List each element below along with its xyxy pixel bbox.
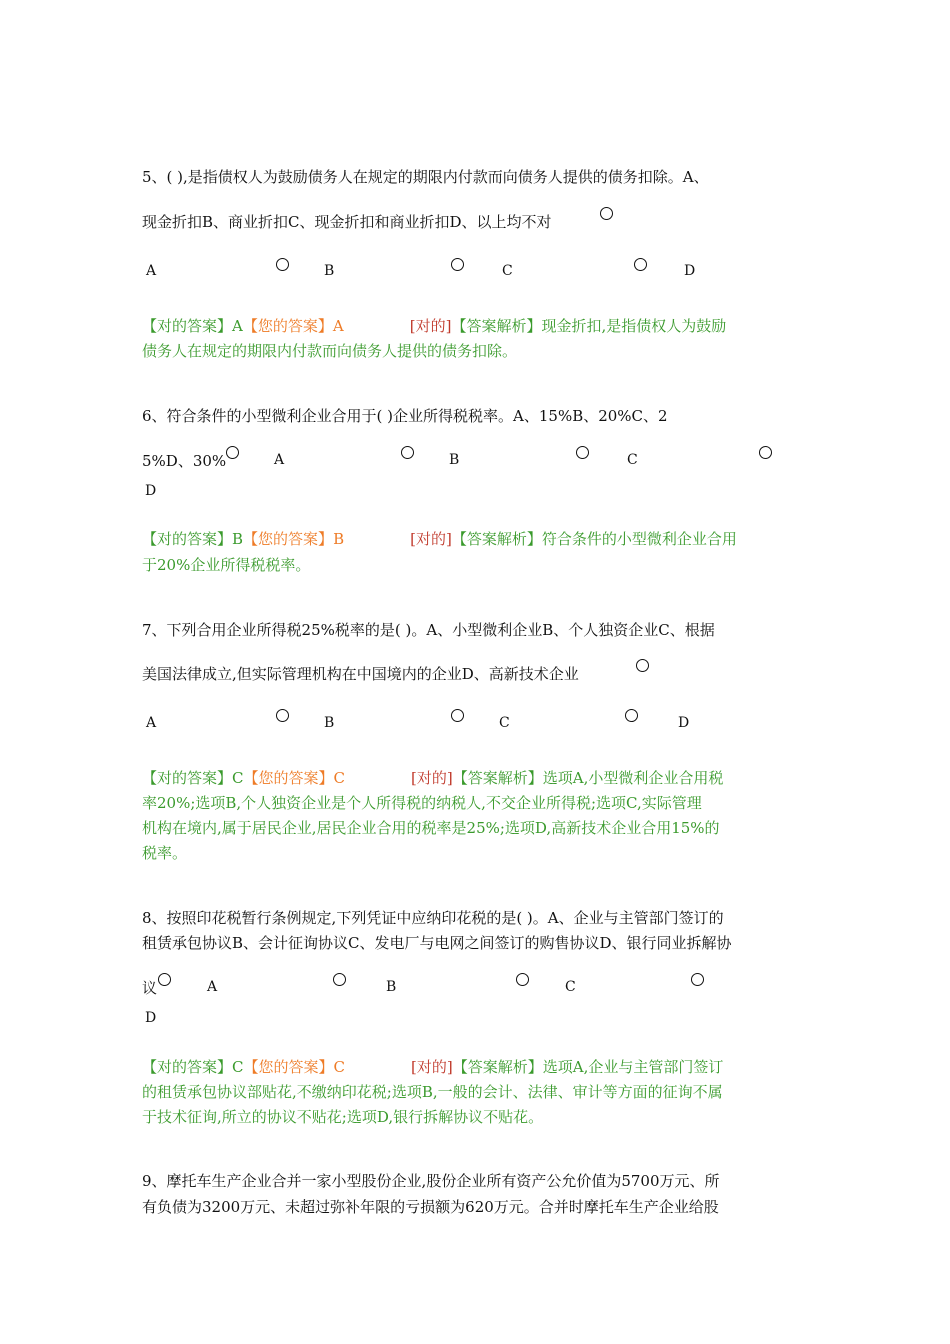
q7-text-line1: 7、下列合用企业所得税25%税率的是( )。A、小型微利企业B、个人独资企业C、根据 (142, 621, 715, 639)
q5-text-line1: 5、( ),是指债权人为鼓励债务人在规定的期限内付款而向债务人提供的债务扣除。A、 (142, 168, 709, 186)
radio-button-icon[interactable] (158, 973, 171, 986)
radio-button-icon[interactable] (600, 207, 613, 220)
q7-option-a: A (146, 715, 157, 731)
q6-option-c: C (627, 452, 638, 468)
q6-answer-line1: 【对的答案】B【您的答案】B [对的]【答案解析】符合条件的小型微利企业合用 (142, 530, 737, 548)
q7-option-b: B (324, 715, 335, 731)
q7-analysis-line3: 机构在境内,属于居民企业,居民企业合用的税率是25%;选项D,高新技术企业合用15%的 (142, 819, 720, 837)
q7-option-c: C (499, 715, 510, 731)
q8-text-line1: 8、按照印花税暂行条例规定,下列凭证中应纳印花税的是( )。A、企业与主管部门签订的 (142, 909, 724, 927)
radio-button-icon[interactable] (226, 446, 239, 459)
q5-option-c: C (502, 263, 513, 279)
q7-answer-line1: 【对的答案】C【您的答案】C [对的]【答案解析】选项A,小型微利企业合用税 (142, 769, 724, 787)
q5-option-d: D (684, 263, 696, 279)
radio-button-icon[interactable] (634, 258, 647, 271)
radio-button-icon[interactable] (276, 258, 289, 271)
q5-analysis-line2: 债务人在规定的期限内付款而向债务人提供的债务扣除。 (142, 342, 518, 360)
q6-analysis-line2: 于20%企业所得税税率。 (142, 556, 311, 574)
q6-text-line2: 5%D、30% (142, 452, 227, 470)
q9-text-line1: 9、摩托车生产企业合并一家小型股份企业,股份企业所有资产公允价值为5700万元、所 (142, 1172, 720, 1190)
q6-option-d: D (145, 483, 157, 499)
q8-analysis-line3: 于技术征询,所立的协议不贴花;选项D,银行拆解协议不贴花。 (142, 1108, 544, 1126)
q8-text-line2: 租赁承包协议B、会计征询协议C、发电厂与电网之间签订的购售协议D、银行同业拆解协 (142, 934, 732, 952)
q8-option-b: B (386, 979, 397, 995)
radio-button-icon[interactable] (401, 446, 414, 459)
radio-button-icon[interactable] (276, 709, 289, 722)
q9-text-line2: 有负债为3200万元、未超过弥补年限的亏损额为620万元。合并时摩托车生产企业给股 (142, 1198, 719, 1216)
q5-option-a: A (146, 263, 157, 279)
radio-button-icon[interactable] (576, 446, 589, 459)
radio-button-icon[interactable] (333, 973, 346, 986)
q5-text-line2: 现金折扣B、商业折扣C、现金折扣和商业折扣D、以上均不对 (142, 213, 552, 231)
radio-button-icon[interactable] (451, 709, 464, 722)
radio-button-icon[interactable] (636, 659, 649, 672)
radio-button-icon[interactable] (759, 446, 772, 459)
q5-answer-line1: 【对的答案】A【您的答案】A [对的]【答案解析】现金折扣,是指债权人为鼓励 (142, 317, 727, 335)
radio-button-icon[interactable] (691, 973, 704, 986)
radio-button-icon[interactable] (516, 973, 529, 986)
q5-option-b: B (324, 263, 335, 279)
q6-option-b: B (449, 452, 460, 468)
q7-analysis-line4: 税率。 (142, 844, 188, 862)
q7-option-d: D (678, 715, 690, 731)
q8-option-d: D (145, 1010, 157, 1026)
q8-answer-line1: 【对的答案】C【您的答案】C [对的]【答案解析】选项A,企业与主管部门签订 (142, 1058, 724, 1076)
q7-text-line2: 美国法律成立,但实际管理机构在中国境内的企业D、高新技术企业 (142, 665, 579, 683)
q6-text-line1: 6、符合条件的小型微利企业合用于( )企业所得税税率。A、15%B、20%C、2 (142, 407, 668, 425)
radio-button-icon[interactable] (625, 709, 638, 722)
radio-button-icon[interactable] (451, 258, 464, 271)
q8-option-c: C (565, 979, 576, 995)
q8-text-line3: 议 (142, 979, 158, 997)
q8-analysis-line2: 的租赁承包协议部贴花,不缴纳印花税;选项B,一般的会计、法律、审计等方面的征询不属 (142, 1083, 723, 1101)
q8-option-a: A (207, 979, 218, 995)
q6-option-a: A (274, 452, 285, 468)
q7-analysis-line2: 率20%;选项B,个人独资企业是个人所得税的纳税人,不交企业所得税;选项C,实际管理 (142, 794, 702, 812)
